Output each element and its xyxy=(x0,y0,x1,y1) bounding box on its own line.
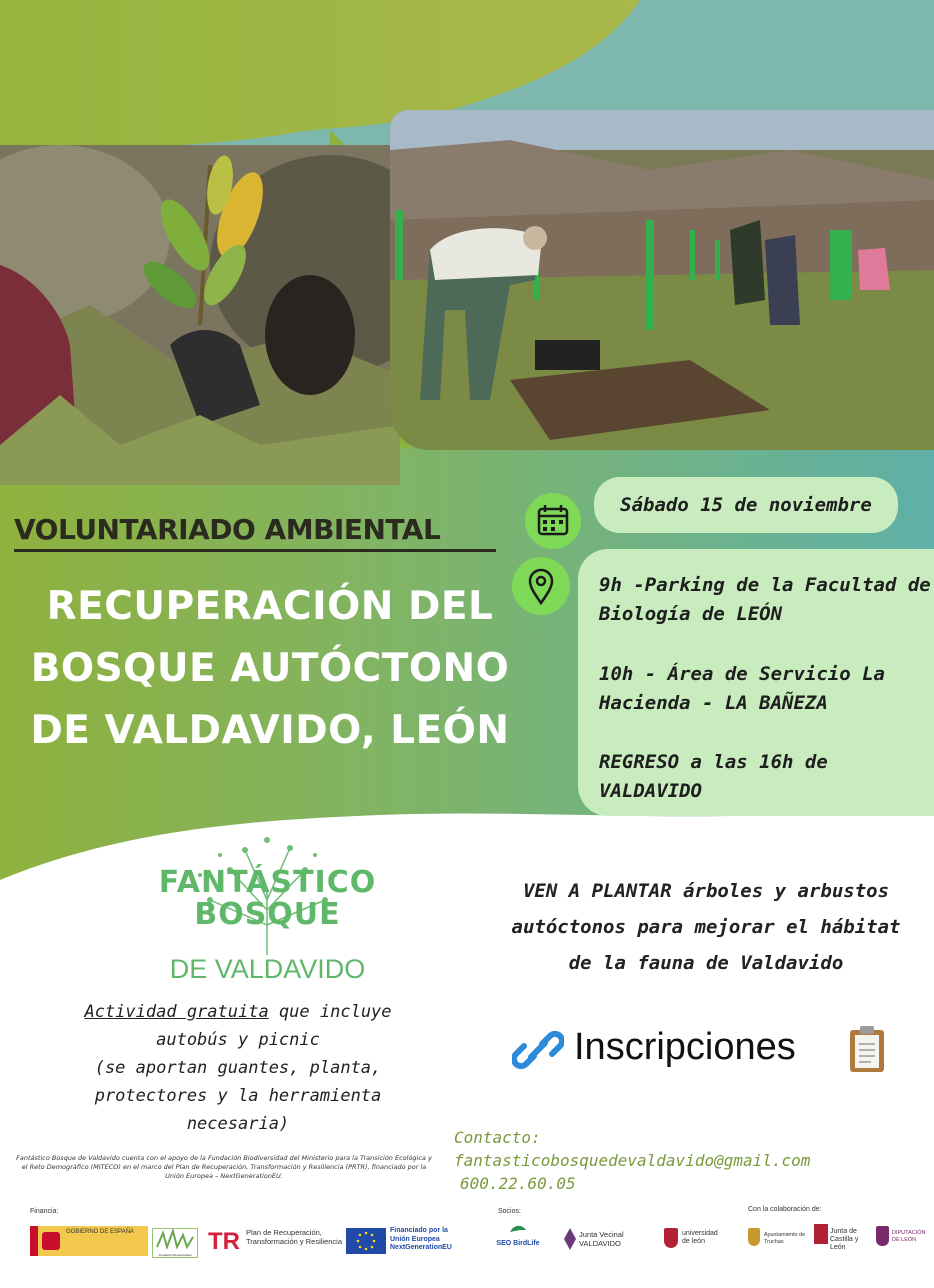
castle-lion-icon xyxy=(814,1224,828,1244)
event-title xyxy=(0,576,540,762)
calendar-icon xyxy=(525,493,581,549)
grass-icon xyxy=(153,1229,197,1249)
date-text: Sábado 15 de noviembre xyxy=(620,494,872,516)
activity-description xyxy=(60,998,416,1138)
logo-universidad-leon xyxy=(664,1226,726,1254)
program-heading: VOLUNTARIADO AMBIENTAL xyxy=(14,513,496,552)
logo-fundacion-text: Fundación Biodiversidad xyxy=(158,1253,192,1257)
cta-line-2: autóctonos para mejorar el hábitat xyxy=(511,916,901,938)
stop-1-line-2: Biología de LEÓN xyxy=(599,603,783,625)
logo-gobierno-text: GOBIERNO DE ESPAÑA xyxy=(66,1229,134,1235)
logo-union-europea xyxy=(346,1226,458,1256)
activity-line-3: protectores y la herramienta xyxy=(94,1086,382,1106)
footer-socios-label: Socios: xyxy=(498,1208,521,1215)
activity-rest: que incluye xyxy=(268,1002,392,1022)
logo-fundacion-biodiversidad xyxy=(152,1228,198,1258)
activity-line-2: (se aportan guantes, planta, xyxy=(94,1058,382,1078)
title-line-2: BOSQUE AUTÓCTONO xyxy=(30,646,510,691)
logo-prtr xyxy=(208,1226,343,1256)
logo-word-1: FANTÁSTICO xyxy=(158,865,377,900)
logo-word-3: DE VALDAVIDO xyxy=(169,954,366,984)
bird-icon xyxy=(508,1222,528,1236)
call-to-action xyxy=(478,873,934,981)
activity-lead: Actividad gratuita xyxy=(84,1002,269,1022)
contact-phone[interactable]: 600.22.60.05 xyxy=(460,1174,576,1193)
clipboard-icon xyxy=(847,1024,887,1074)
logo-universidad-text: universidad de león xyxy=(682,1230,718,1245)
leaf-icon xyxy=(563,1228,577,1250)
diputacion-crest-icon xyxy=(876,1226,889,1246)
contact-block xyxy=(454,1126,810,1195)
contact-label: Contacto: xyxy=(454,1128,541,1147)
return-info: REGRESO a las 16h de VALDAVIDO xyxy=(599,751,828,802)
footer-financia-label: Financia: xyxy=(30,1208,59,1215)
logo-gobierno-espana xyxy=(30,1226,148,1256)
photo-seedling xyxy=(0,145,400,485)
registration-link[interactable] xyxy=(512,1022,892,1078)
logo-jcyl-text: Junta de Castilla y León xyxy=(830,1228,859,1251)
title-line-1: RECUPERACIÓN DEL xyxy=(46,584,494,629)
stop-2-line-2: Hacienda - LA BAÑEZA xyxy=(599,692,828,714)
date-pill xyxy=(594,477,898,533)
prtr-icon: TR xyxy=(208,1228,240,1255)
stop-1-line-1: 9h -Parking de la Facultad de xyxy=(599,574,931,596)
cta-line-3: de la fauna de Valdavido xyxy=(568,952,844,974)
title-line-3: DE VALDAVIDO, LEÓN xyxy=(30,708,510,753)
activity-line-1: autobús y picnic xyxy=(156,1030,320,1050)
logo-seo-birdlife xyxy=(494,1222,542,1256)
logo-junta-vecinal xyxy=(563,1226,639,1254)
stop-2-line-1: 10h - Área de Servicio La xyxy=(599,663,885,685)
stop-1 xyxy=(599,571,931,629)
activity-line-4: necesaria) xyxy=(186,1114,290,1134)
funding-note: Fantástico Bosque de Valdavido cuenta con el apoyo de la Fundación Biodiversidad del Ministerio para la Transición Ecológica y el Reto Demográfico (MITECO) en el marco del Plan de Recuperación, Transformación y Resiliencia (PRTR), financiado por la Unión Europea – NextGenerationEU. xyxy=(16,1154,432,1180)
logo-junta-vecinal-text: Junta Vecinal VALDAVIDO xyxy=(579,1230,624,1248)
schedule-pill xyxy=(578,549,934,816)
logo-diputacion-leon xyxy=(876,1226,930,1254)
stop-2 xyxy=(599,660,885,718)
location-pin-icon xyxy=(512,557,570,615)
eu-flag-icon xyxy=(346,1228,386,1254)
shield-icon xyxy=(664,1228,678,1248)
logo-ayuntamiento-truchas xyxy=(748,1224,806,1254)
fantastico-bosque-logo xyxy=(150,830,385,990)
logo-seo-text: SEO BirdLife xyxy=(496,1240,540,1247)
logo-prtr-text: Plan de Recuperación, Transformación y Resiliencia xyxy=(246,1228,343,1246)
footer-colab-label: Con la colaboración de: xyxy=(748,1206,822,1213)
link-icon xyxy=(512,1026,564,1074)
registration-label: Inscripciones xyxy=(574,1026,796,1068)
coat-of-arms-icon xyxy=(42,1232,60,1250)
cta-line-1: VEN A PLANTAR árboles y arbustos xyxy=(522,880,890,902)
photo-planting xyxy=(390,110,934,450)
logo-eu-text: Financiado por la Unión Europea NextGenerationEU xyxy=(390,1227,452,1251)
logo-junta-castilla-leon xyxy=(814,1222,870,1256)
crest-icon xyxy=(748,1228,760,1246)
logo-truchas-text: Ayuntamiento de Truchas xyxy=(764,1232,806,1245)
logo-diputacion-text: DIPUTACIÓN DE LEÓN xyxy=(892,1230,926,1243)
contact-email[interactable]: fantasticobosquedevaldavido@gmail.com xyxy=(454,1151,811,1170)
logo-word-2: BOSQUE xyxy=(194,897,341,932)
